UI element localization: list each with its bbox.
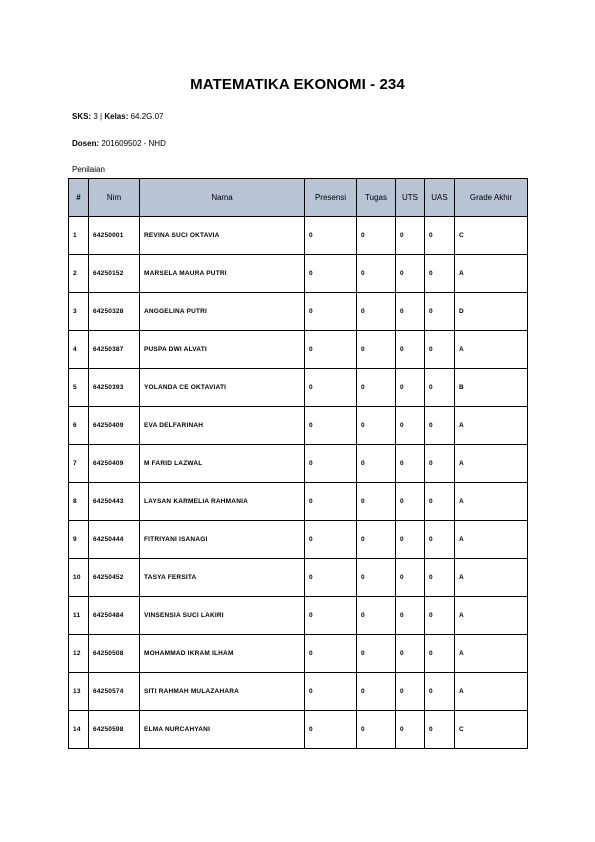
sks-value: 3 |	[93, 112, 103, 121]
presensi-cell: 0	[305, 445, 357, 483]
tugas-cell: 0	[357, 407, 396, 445]
row-number: 2	[69, 255, 89, 293]
grade-cell: C	[455, 711, 528, 749]
table-header-row	[69, 179, 528, 217]
nim-cell: 64250001	[89, 217, 140, 255]
grades-table	[68, 178, 528, 749]
tugas-cell: 0	[357, 293, 396, 331]
table-row	[69, 369, 528, 407]
table-row	[69, 483, 528, 521]
nim-cell: 64250444	[89, 521, 140, 559]
nim-cell: 64250574	[89, 673, 140, 711]
tugas-cell: 0	[357, 521, 396, 559]
header-number: #	[69, 179, 89, 217]
tugas-cell: 0	[357, 559, 396, 597]
presensi-cell: 0	[305, 483, 357, 521]
presensi-cell: 0	[305, 369, 357, 407]
presensi-cell: 0	[305, 255, 357, 293]
dosen-value: 201609502 - NHD	[101, 139, 166, 148]
uas-cell: 0	[425, 255, 455, 293]
uts-cell: 0	[396, 407, 425, 445]
uas-cell: 0	[425, 445, 455, 483]
uas-cell: 0	[425, 635, 455, 673]
section-label: Penilaian	[72, 165, 105, 174]
nim-cell: 64250152	[89, 255, 140, 293]
grade-cell: C	[455, 217, 528, 255]
presensi-cell: 0	[305, 293, 357, 331]
nim-cell: 64250328	[89, 293, 140, 331]
grade-cell: D	[455, 293, 528, 331]
nim-cell: 64250598	[89, 711, 140, 749]
uas-cell: 0	[425, 483, 455, 521]
uas-cell: 0	[425, 407, 455, 445]
tugas-cell: 0	[357, 635, 396, 673]
nim-cell: 64250484	[89, 597, 140, 635]
kelas-value: 64.2G.07	[130, 112, 164, 121]
row-number: 5	[69, 369, 89, 407]
tugas-cell: 0	[357, 673, 396, 711]
uts-cell: 0	[396, 445, 425, 483]
nim-cell: 64250409	[89, 407, 140, 445]
table-row	[69, 711, 528, 749]
uas-cell: 0	[425, 711, 455, 749]
uas-cell: 0	[425, 293, 455, 331]
uts-cell: 0	[396, 217, 425, 255]
header-nim: Nim	[89, 179, 140, 217]
presensi-cell: 0	[305, 559, 357, 597]
row-number: 12	[69, 635, 89, 673]
tugas-cell: 0	[357, 331, 396, 369]
table-row	[69, 217, 528, 255]
uas-cell: 0	[425, 673, 455, 711]
nama-cell: EVA DELFARINAH	[140, 407, 305, 445]
row-number: 10	[69, 559, 89, 597]
table-row	[69, 293, 528, 331]
nama-cell: ANGGELINA PUTRI	[140, 293, 305, 331]
nim-cell: 64250393	[89, 369, 140, 407]
header-tugas: Tugas	[357, 179, 396, 217]
grade-cell: A	[455, 559, 528, 597]
tugas-cell: 0	[357, 369, 396, 407]
kelas-label: Kelas:	[104, 112, 129, 121]
nama-cell: ELMA NURCAHYANI	[140, 711, 305, 749]
uts-cell: 0	[396, 597, 425, 635]
grade-cell: B	[455, 369, 528, 407]
row-number: 1	[69, 217, 89, 255]
nama-cell: SITI RAHMAH MULAZAHARA	[140, 673, 305, 711]
grade-cell: A	[455, 483, 528, 521]
nama-cell: TASYA FERSITA	[140, 559, 305, 597]
grade-cell: A	[455, 597, 528, 635]
grade-cell: A	[455, 407, 528, 445]
lecturer-info	[72, 139, 166, 148]
grade-cell: A	[455, 331, 528, 369]
nama-cell: M FARID LAZWAL	[140, 445, 305, 483]
row-number: 11	[69, 597, 89, 635]
header-grade-akhir: Grade Akhir	[455, 179, 528, 217]
table-row	[69, 407, 528, 445]
uts-cell: 0	[396, 559, 425, 597]
nama-cell: REVINA SUCI OKTAVIA	[140, 217, 305, 255]
course-info	[72, 112, 164, 121]
nama-cell: FITRIYANI ISANAGI	[140, 521, 305, 559]
document-title: MATEMATIKA EKONOMI - 234	[190, 76, 405, 93]
uas-cell: 0	[425, 597, 455, 635]
presensi-cell: 0	[305, 521, 357, 559]
tugas-cell: 0	[357, 483, 396, 521]
uts-cell: 0	[396, 255, 425, 293]
uas-cell: 0	[425, 331, 455, 369]
dosen-label: Dosen:	[72, 139, 100, 148]
uts-cell: 0	[396, 635, 425, 673]
uts-cell: 0	[396, 521, 425, 559]
uas-cell: 0	[425, 559, 455, 597]
header-nama: Nama	[140, 179, 305, 217]
presensi-cell: 0	[305, 711, 357, 749]
presensi-cell: 0	[305, 217, 357, 255]
nama-cell: MARSELA MAURA PUTRI	[140, 255, 305, 293]
grade-cell: A	[455, 635, 528, 673]
uts-cell: 0	[396, 369, 425, 407]
tugas-cell: 0	[357, 445, 396, 483]
tugas-cell: 0	[357, 217, 396, 255]
nama-cell: VINSENSIA SUCI LAKIRI	[140, 597, 305, 635]
header-presensi: Presensi	[305, 179, 357, 217]
grade-cell: A	[455, 673, 528, 711]
nim-cell: 64250452	[89, 559, 140, 597]
nama-cell: MOHAMMAD IKRAM ILHAM	[140, 635, 305, 673]
nim-cell: 64250508	[89, 635, 140, 673]
grade-cell: A	[455, 445, 528, 483]
presensi-cell: 0	[305, 673, 357, 711]
row-number: 13	[69, 673, 89, 711]
table-row	[69, 331, 528, 369]
nim-cell: 64250443	[89, 483, 140, 521]
header-uts: UTS	[396, 179, 425, 217]
tugas-cell: 0	[357, 255, 396, 293]
uts-cell: 0	[396, 673, 425, 711]
nim-cell: 64250387	[89, 331, 140, 369]
uts-cell: 0	[396, 331, 425, 369]
header-uas: UAS	[425, 179, 455, 217]
row-number: 3	[69, 293, 89, 331]
nama-cell: PUSPA DWI ALVATI	[140, 331, 305, 369]
table-row	[69, 673, 528, 711]
tugas-cell: 0	[357, 711, 396, 749]
row-number: 6	[69, 407, 89, 445]
row-number: 14	[69, 711, 89, 749]
uts-cell: 0	[396, 293, 425, 331]
table-row	[69, 521, 528, 559]
nim-cell: 64250409	[89, 445, 140, 483]
tugas-cell: 0	[357, 597, 396, 635]
uas-cell: 0	[425, 521, 455, 559]
presensi-cell: 0	[305, 635, 357, 673]
sks-label: SKS:	[72, 112, 92, 121]
nama-cell: LAYSAN KARMELIA RAHMANIA	[140, 483, 305, 521]
row-number: 4	[69, 331, 89, 369]
uts-cell: 0	[396, 483, 425, 521]
uas-cell: 0	[425, 369, 455, 407]
table-row	[69, 559, 528, 597]
grade-cell: A	[455, 255, 528, 293]
row-number: 7	[69, 445, 89, 483]
presensi-cell: 0	[305, 597, 357, 635]
uts-cell: 0	[396, 711, 425, 749]
nama-cell: YOLANDA CE OKTAVIATI	[140, 369, 305, 407]
table-row	[69, 597, 528, 635]
table-row	[69, 445, 528, 483]
row-number: 9	[69, 521, 89, 559]
grade-cell: A	[455, 521, 528, 559]
uas-cell: 0	[425, 217, 455, 255]
presensi-cell: 0	[305, 407, 357, 445]
row-number: 8	[69, 483, 89, 521]
presensi-cell: 0	[305, 331, 357, 369]
table-row	[69, 635, 528, 673]
table-row	[69, 255, 528, 293]
